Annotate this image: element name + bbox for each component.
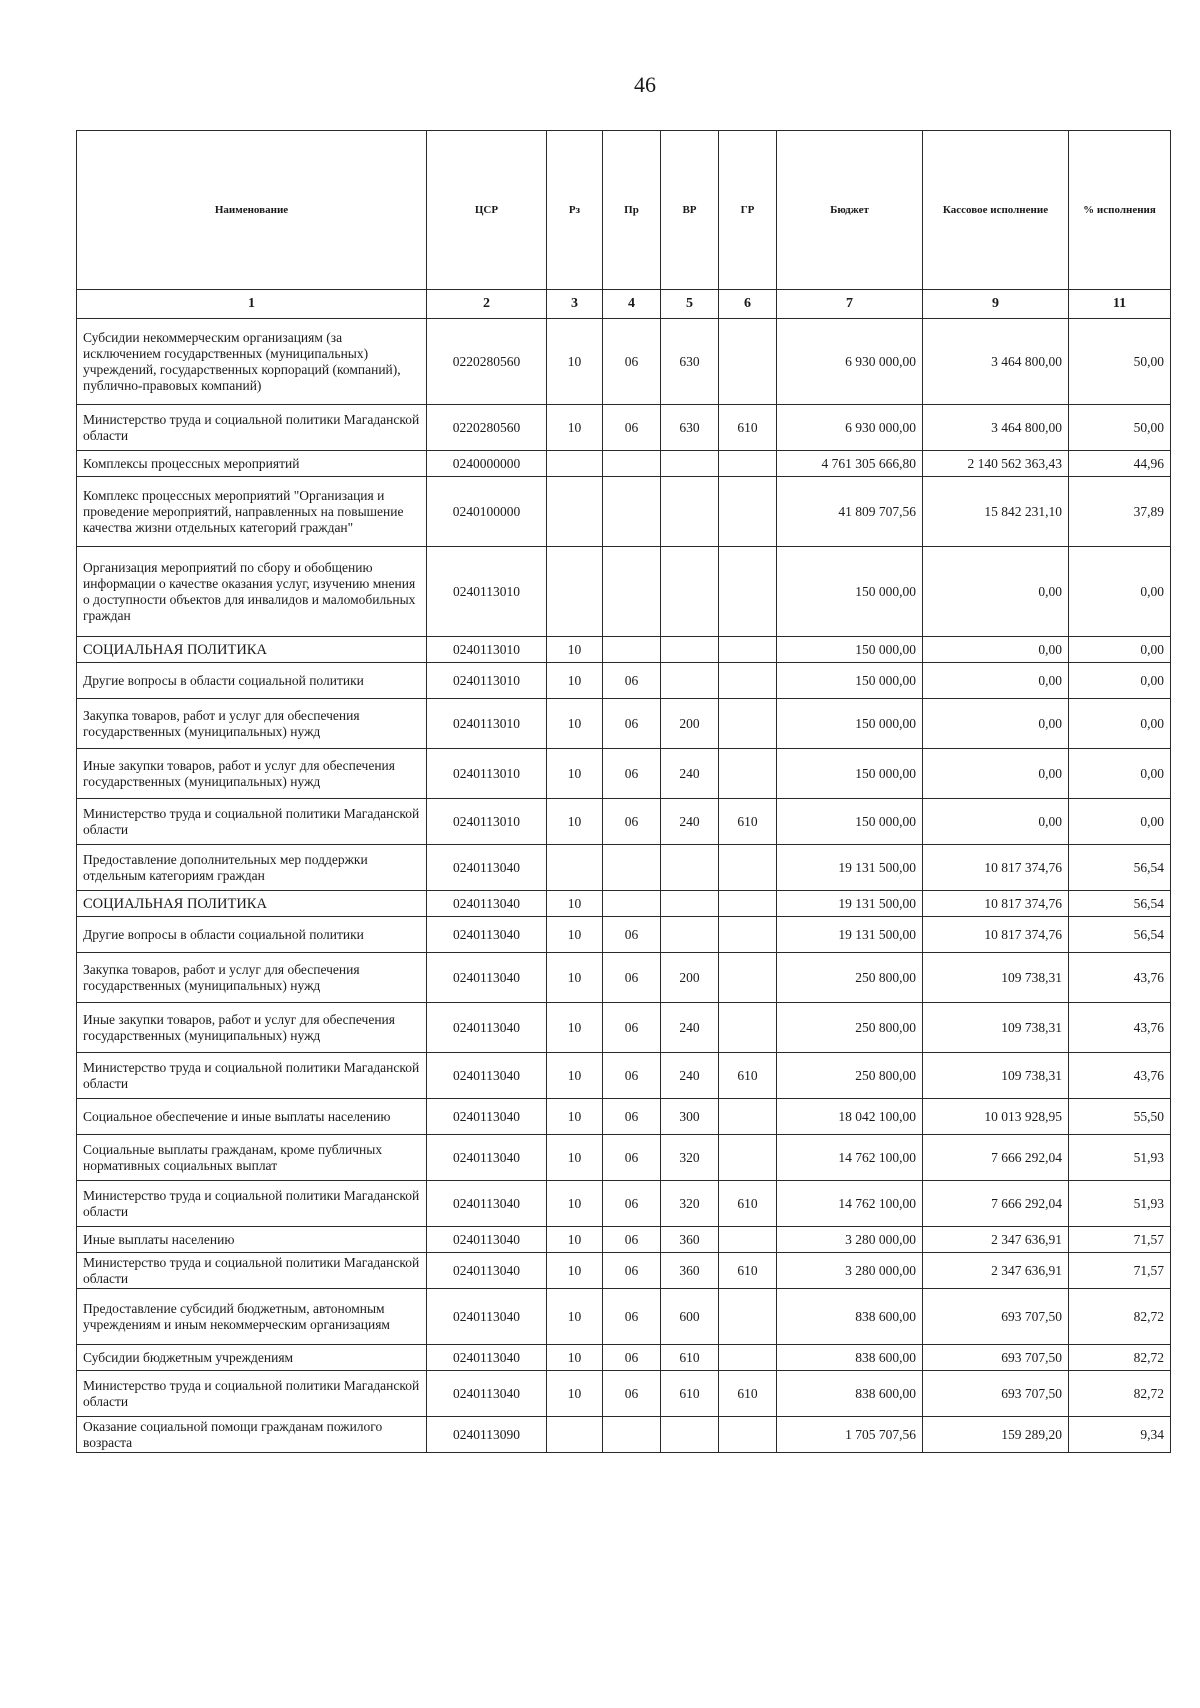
cell-csr: 0240113040 [427,953,547,1003]
cell-pr: 06 [603,1253,661,1289]
cell-csr: 0240113010 [427,749,547,799]
header-name: Наименование [77,131,427,290]
cell-pr: 06 [603,1371,661,1417]
cell-rz: 10 [547,699,603,749]
cell-pr: 06 [603,1227,661,1253]
cell-cash-execution: 0,00 [923,699,1069,749]
cell-gr [719,1227,777,1253]
cell-name: Закупка товаров, работ и услуг для обеспечения государственных (муниципальных) нужд [77,953,427,1003]
cell-cash-execution: 693 707,50 [923,1289,1069,1345]
header-pr: Пр [603,131,661,290]
table-row [77,477,1171,547]
cell-name: Оказание социальной помощи гражданам пожилого возраста [77,1417,427,1453]
cell-cash-execution: 109 738,31 [923,1053,1069,1099]
cell-cash-execution: 2 140 562 363,43 [923,451,1069,477]
cell-vr [661,1417,719,1453]
cell-budget: 3 280 000,00 [777,1227,923,1253]
cell-vr: 360 [661,1227,719,1253]
cell-name: Министерство труда и социальной политики Магаданской области [77,405,427,451]
cell-budget: 19 131 500,00 [777,845,923,891]
table-row [77,1417,1171,1453]
cell-pr [603,891,661,917]
cell-gr [719,1417,777,1453]
cell-cash-execution: 10 817 374,76 [923,917,1069,953]
cell-percent-execution: 44,96 [1069,451,1171,477]
cell-name: Субсидии бюджетным учреждениям [77,1345,427,1371]
cell-budget: 150 000,00 [777,637,923,663]
cell-gr [719,1289,777,1345]
cell-rz: 10 [547,637,603,663]
cell-cash-execution: 7 666 292,04 [923,1135,1069,1181]
cell-vr [661,845,719,891]
cell-rz [547,845,603,891]
cell-vr: 320 [661,1135,719,1181]
table-row [77,699,1171,749]
cell-rz: 10 [547,1371,603,1417]
cell-gr [719,1135,777,1181]
cell-cash-execution: 10 817 374,76 [923,891,1069,917]
table-row [77,1253,1171,1289]
cell-pr: 06 [603,799,661,845]
cell-cash-execution: 693 707,50 [923,1345,1069,1371]
cell-pr: 06 [603,749,661,799]
cell-pr [603,845,661,891]
cell-gr [719,749,777,799]
cell-vr: 600 [661,1289,719,1345]
cell-cash-execution: 10 013 928,95 [923,1099,1069,1135]
cell-csr: 0240113040 [427,1345,547,1371]
header-row [77,131,1171,290]
cell-percent-execution: 82,72 [1069,1371,1171,1417]
cell-name: Иные закупки товаров, работ и услуг для обеспечения государственных (муниципальных) нужд [77,1003,427,1053]
cell-percent-execution: 55,50 [1069,1099,1171,1135]
cell-rz: 10 [547,953,603,1003]
cell-rz: 10 [547,1253,603,1289]
cell-gr [719,845,777,891]
cell-gr [719,1099,777,1135]
cell-pr [603,1417,661,1453]
cell-name: Закупка товаров, работ и услуг для обеспечения государственных (муниципальных) нужд [77,699,427,749]
header-cash-execution: Кассовое исполнение [923,131,1069,290]
column-number-row [77,290,1171,319]
cell-cash-execution: 0,00 [923,547,1069,637]
cell-rz: 10 [547,663,603,699]
cell-rz: 10 [547,1003,603,1053]
cell-csr: 0240113040 [427,891,547,917]
cell-rz: 10 [547,1099,603,1135]
cell-csr: 0240113010 [427,637,547,663]
cell-percent-execution: 56,54 [1069,891,1171,917]
cell-budget: 19 131 500,00 [777,891,923,917]
cell-budget: 150 000,00 [777,799,923,845]
table-row [77,663,1171,699]
page-number: 46 [634,72,656,97]
cell-cash-execution: 2 347 636,91 [923,1253,1069,1289]
cell-vr: 240 [661,1003,719,1053]
cell-name: Министерство труда и социальной политики Магаданской области [77,1253,427,1289]
cell-budget: 19 131 500,00 [777,917,923,953]
cell-gr [719,637,777,663]
cell-vr: 240 [661,1053,719,1099]
header-csr: ЦСР [427,131,547,290]
cell-csr: 0240113090 [427,1417,547,1453]
cell-name: Предоставление субсидий бюджетным, автономным учреждениям и иным некоммерческим организациям [77,1289,427,1345]
cell-budget: 838 600,00 [777,1289,923,1345]
cell-percent-execution: 0,00 [1069,637,1171,663]
cell-budget: 250 800,00 [777,1053,923,1099]
table-row [77,953,1171,1003]
cell-budget: 18 042 100,00 [777,1099,923,1135]
cell-rz: 10 [547,1289,603,1345]
cell-pr: 06 [603,917,661,953]
cell-pr: 06 [603,1099,661,1135]
cell-cash-execution: 3 464 800,00 [923,405,1069,451]
table-row [77,749,1171,799]
cell-vr: 630 [661,319,719,405]
cell-budget: 4 761 305 666,80 [777,451,923,477]
cell-cash-execution: 109 738,31 [923,1003,1069,1053]
cell-budget: 1 705 707,56 [777,1417,923,1453]
cell-gr: 610 [719,1181,777,1227]
table-row [77,451,1171,477]
cell-csr: 0240113040 [427,1135,547,1181]
cell-pr: 06 [603,319,661,405]
cell-budget: 250 800,00 [777,1003,923,1053]
cell-gr [719,917,777,953]
cell-csr: 0240113040 [427,1227,547,1253]
table-row [77,1345,1171,1371]
table-row [77,547,1171,637]
cell-csr: 0240113040 [427,1181,547,1227]
cell-csr: 0240113040 [427,1371,547,1417]
cell-budget: 6 930 000,00 [777,319,923,405]
cell-rz: 10 [547,319,603,405]
cell-vr: 610 [661,1345,719,1371]
cell-name: Социальное обеспечение и иные выплаты населению [77,1099,427,1135]
table-row [77,799,1171,845]
cell-pr [603,637,661,663]
cell-vr: 200 [661,953,719,1003]
cell-pr: 06 [603,1003,661,1053]
cell-rz: 10 [547,799,603,845]
cell-cash-execution: 15 842 231,10 [923,477,1069,547]
cell-pr [603,451,661,477]
cell-rz: 10 [547,891,603,917]
cell-rz: 10 [547,1345,603,1371]
cell-cash-execution: 10 817 374,76 [923,845,1069,891]
cell-name: Другие вопросы в области социальной политики [77,663,427,699]
cell-percent-execution: 43,76 [1069,1003,1171,1053]
cell-csr: 0240113040 [427,917,547,953]
cell-name: Организация мероприятий по сбору и обобщению информации о качестве оказания услуг, изучению мнения о доступности объектов для инвалидов и маломобильных граждан [77,547,427,637]
cell-rz: 10 [547,917,603,953]
cell-csr: 0240113040 [427,1053,547,1099]
cell-gr: 610 [719,1371,777,1417]
cell-vr [661,451,719,477]
cell-csr: 0240100000 [427,477,547,547]
cell-gr [719,1345,777,1371]
column-number: 4 [603,290,661,319]
cell-percent-execution: 0,00 [1069,663,1171,699]
cell-percent-execution: 9,34 [1069,1417,1171,1453]
cell-gr [719,319,777,405]
cell-name: Другие вопросы в области социальной политики [77,917,427,953]
cell-budget: 838 600,00 [777,1371,923,1417]
cell-budget: 150 000,00 [777,699,923,749]
table-row [77,1003,1171,1053]
cell-name: Министерство труда и социальной политики Магаданской области [77,1371,427,1417]
cell-pr: 06 [603,953,661,1003]
cell-rz: 10 [547,1135,603,1181]
cell-vr: 240 [661,799,719,845]
table-row [77,917,1171,953]
cell-csr: 0240113040 [427,1099,547,1135]
table-row [77,637,1171,663]
cell-gr [719,1003,777,1053]
cell-rz: 10 [547,1181,603,1227]
cell-vr [661,637,719,663]
table-row [77,1227,1171,1253]
cell-percent-execution: 0,00 [1069,749,1171,799]
cell-cash-execution: 0,00 [923,799,1069,845]
cell-rz [547,1417,603,1453]
cell-csr: 0240113010 [427,799,547,845]
cell-percent-execution: 43,76 [1069,1053,1171,1099]
cell-budget: 3 280 000,00 [777,1253,923,1289]
header-gr: ГР [719,131,777,290]
cell-csr: 0240113010 [427,699,547,749]
cell-percent-execution: 50,00 [1069,319,1171,405]
column-number: 2 [427,290,547,319]
table-row [77,1135,1171,1181]
cell-budget: 150 000,00 [777,547,923,637]
table-row [77,1053,1171,1099]
cell-percent-execution: 56,54 [1069,845,1171,891]
cell-name: СОЦИАЛЬНАЯ ПОЛИТИКА [77,637,427,663]
cell-percent-execution: 0,00 [1069,547,1171,637]
column-number: 5 [661,290,719,319]
cell-pr: 06 [603,699,661,749]
column-number: 3 [547,290,603,319]
cell-pr: 06 [603,405,661,451]
cell-name: Министерство труда и социальной политики Магаданской области [77,1181,427,1227]
cell-budget: 14 762 100,00 [777,1181,923,1227]
cell-gr [719,477,777,547]
cell-rz: 10 [547,749,603,799]
column-number: 1 [77,290,427,319]
cell-pr: 06 [603,1289,661,1345]
cell-gr [719,699,777,749]
cell-cash-execution: 0,00 [923,637,1069,663]
cell-vr: 610 [661,1371,719,1417]
table-row [77,1289,1171,1345]
column-number: 9 [923,290,1069,319]
cell-gr: 610 [719,405,777,451]
header-budget: Бюджет [777,131,923,290]
cell-name: Предоставление дополнительных мер поддержки отдельным категориям граждан [77,845,427,891]
cell-percent-execution: 82,72 [1069,1345,1171,1371]
cell-percent-execution: 82,72 [1069,1289,1171,1345]
cell-vr: 200 [661,699,719,749]
table-row [77,891,1171,917]
cell-gr: 610 [719,799,777,845]
cell-budget: 6 930 000,00 [777,405,923,451]
cell-name: Министерство труда и социальной политики Магаданской области [77,1053,427,1099]
cell-gr: 610 [719,1253,777,1289]
cell-vr [661,547,719,637]
column-number: 6 [719,290,777,319]
cell-pr [603,477,661,547]
cell-gr [719,891,777,917]
cell-pr: 06 [603,1135,661,1181]
cell-gr [719,663,777,699]
cell-csr: 0240000000 [427,451,547,477]
cell-budget: 150 000,00 [777,663,923,699]
cell-csr: 0240113040 [427,1003,547,1053]
table-row [77,405,1171,451]
cell-cash-execution: 0,00 [923,749,1069,799]
cell-percent-execution: 0,00 [1069,699,1171,749]
cell-percent-execution: 71,57 [1069,1227,1171,1253]
header-percent-execution: % исполнения [1069,131,1171,290]
cell-pr [603,547,661,637]
cell-vr [661,477,719,547]
cell-cash-execution: 2 347 636,91 [923,1227,1069,1253]
cell-csr: 0240113010 [427,663,547,699]
cell-csr: 0240113010 [427,547,547,637]
cell-csr: 0240113040 [427,1289,547,1345]
cell-name: Комплексы процессных мероприятий [77,451,427,477]
cell-vr [661,891,719,917]
cell-rz: 10 [547,1053,603,1099]
cell-pr: 06 [603,1345,661,1371]
cell-pr: 06 [603,663,661,699]
cell-budget: 41 809 707,56 [777,477,923,547]
cell-name: Иные выплаты населению [77,1227,427,1253]
cell-rz: 10 [547,405,603,451]
cell-budget: 150 000,00 [777,749,923,799]
cell-cash-execution: 0,00 [923,663,1069,699]
cell-pr: 06 [603,1053,661,1099]
cell-percent-execution: 50,00 [1069,405,1171,451]
cell-rz [547,477,603,547]
cell-percent-execution: 51,93 [1069,1135,1171,1181]
cell-csr: 0240113040 [427,845,547,891]
cell-vr: 240 [661,749,719,799]
cell-budget: 14 762 100,00 [777,1135,923,1181]
cell-percent-execution: 37,89 [1069,477,1171,547]
cell-csr: 0220280560 [427,319,547,405]
table-row [77,319,1171,405]
cell-vr: 320 [661,1181,719,1227]
cell-gr: 610 [719,1053,777,1099]
cell-rz [547,547,603,637]
cell-rz: 10 [547,1227,603,1253]
column-number: 11 [1069,290,1171,319]
cell-vr [661,663,719,699]
cell-vr: 360 [661,1253,719,1289]
table-row [77,1181,1171,1227]
cell-vr [661,917,719,953]
cell-pr: 06 [603,1181,661,1227]
cell-percent-execution: 51,93 [1069,1181,1171,1227]
cell-gr [719,953,777,1003]
cell-cash-execution: 7 666 292,04 [923,1181,1069,1227]
cell-name: Комплекс процессных мероприятий "Организация и проведение мероприятий, направленных на повышение качества жизни отдельных категорий граждан" [77,477,427,547]
cell-gr [719,547,777,637]
cell-name: Министерство труда и социальной политики Магаданской области [77,799,427,845]
cell-name: Субсидии некоммерческим организациям (за исключением государственных (муниципальных) учреждений, государственных корпораций (компаний), публично-правовых компаний) [77,319,427,405]
table-row [77,845,1171,891]
table-body [77,319,1171,1453]
cell-percent-execution: 56,54 [1069,917,1171,953]
cell-name: СОЦИАЛЬНАЯ ПОЛИТИКА [77,891,427,917]
cell-csr: 0220280560 [427,405,547,451]
cell-percent-execution: 43,76 [1069,953,1171,1003]
cell-budget: 250 800,00 [777,953,923,1003]
cell-name: Иные закупки товаров, работ и услуг для обеспечения государственных (муниципальных) нужд [77,749,427,799]
header-vr: ВР [661,131,719,290]
table-row [77,1099,1171,1135]
cell-gr [719,451,777,477]
cell-cash-execution: 109 738,31 [923,953,1069,1003]
cell-percent-execution: 0,00 [1069,799,1171,845]
cell-cash-execution: 159 289,20 [923,1417,1069,1453]
cell-percent-execution: 71,57 [1069,1253,1171,1289]
cell-vr: 630 [661,405,719,451]
cell-rz [547,451,603,477]
cell-cash-execution: 693 707,50 [923,1371,1069,1417]
header-rz: Рз [547,131,603,290]
cell-budget: 838 600,00 [777,1345,923,1371]
cell-name: Социальные выплаты гражданам, кроме публичных нормативных социальных выплат [77,1135,427,1181]
column-number: 7 [777,290,923,319]
cell-csr: 0240113040 [427,1253,547,1289]
cell-cash-execution: 3 464 800,00 [923,319,1069,405]
table-row [77,1371,1171,1417]
cell-vr: 300 [661,1099,719,1135]
budget-execution-table [76,130,1171,1453]
